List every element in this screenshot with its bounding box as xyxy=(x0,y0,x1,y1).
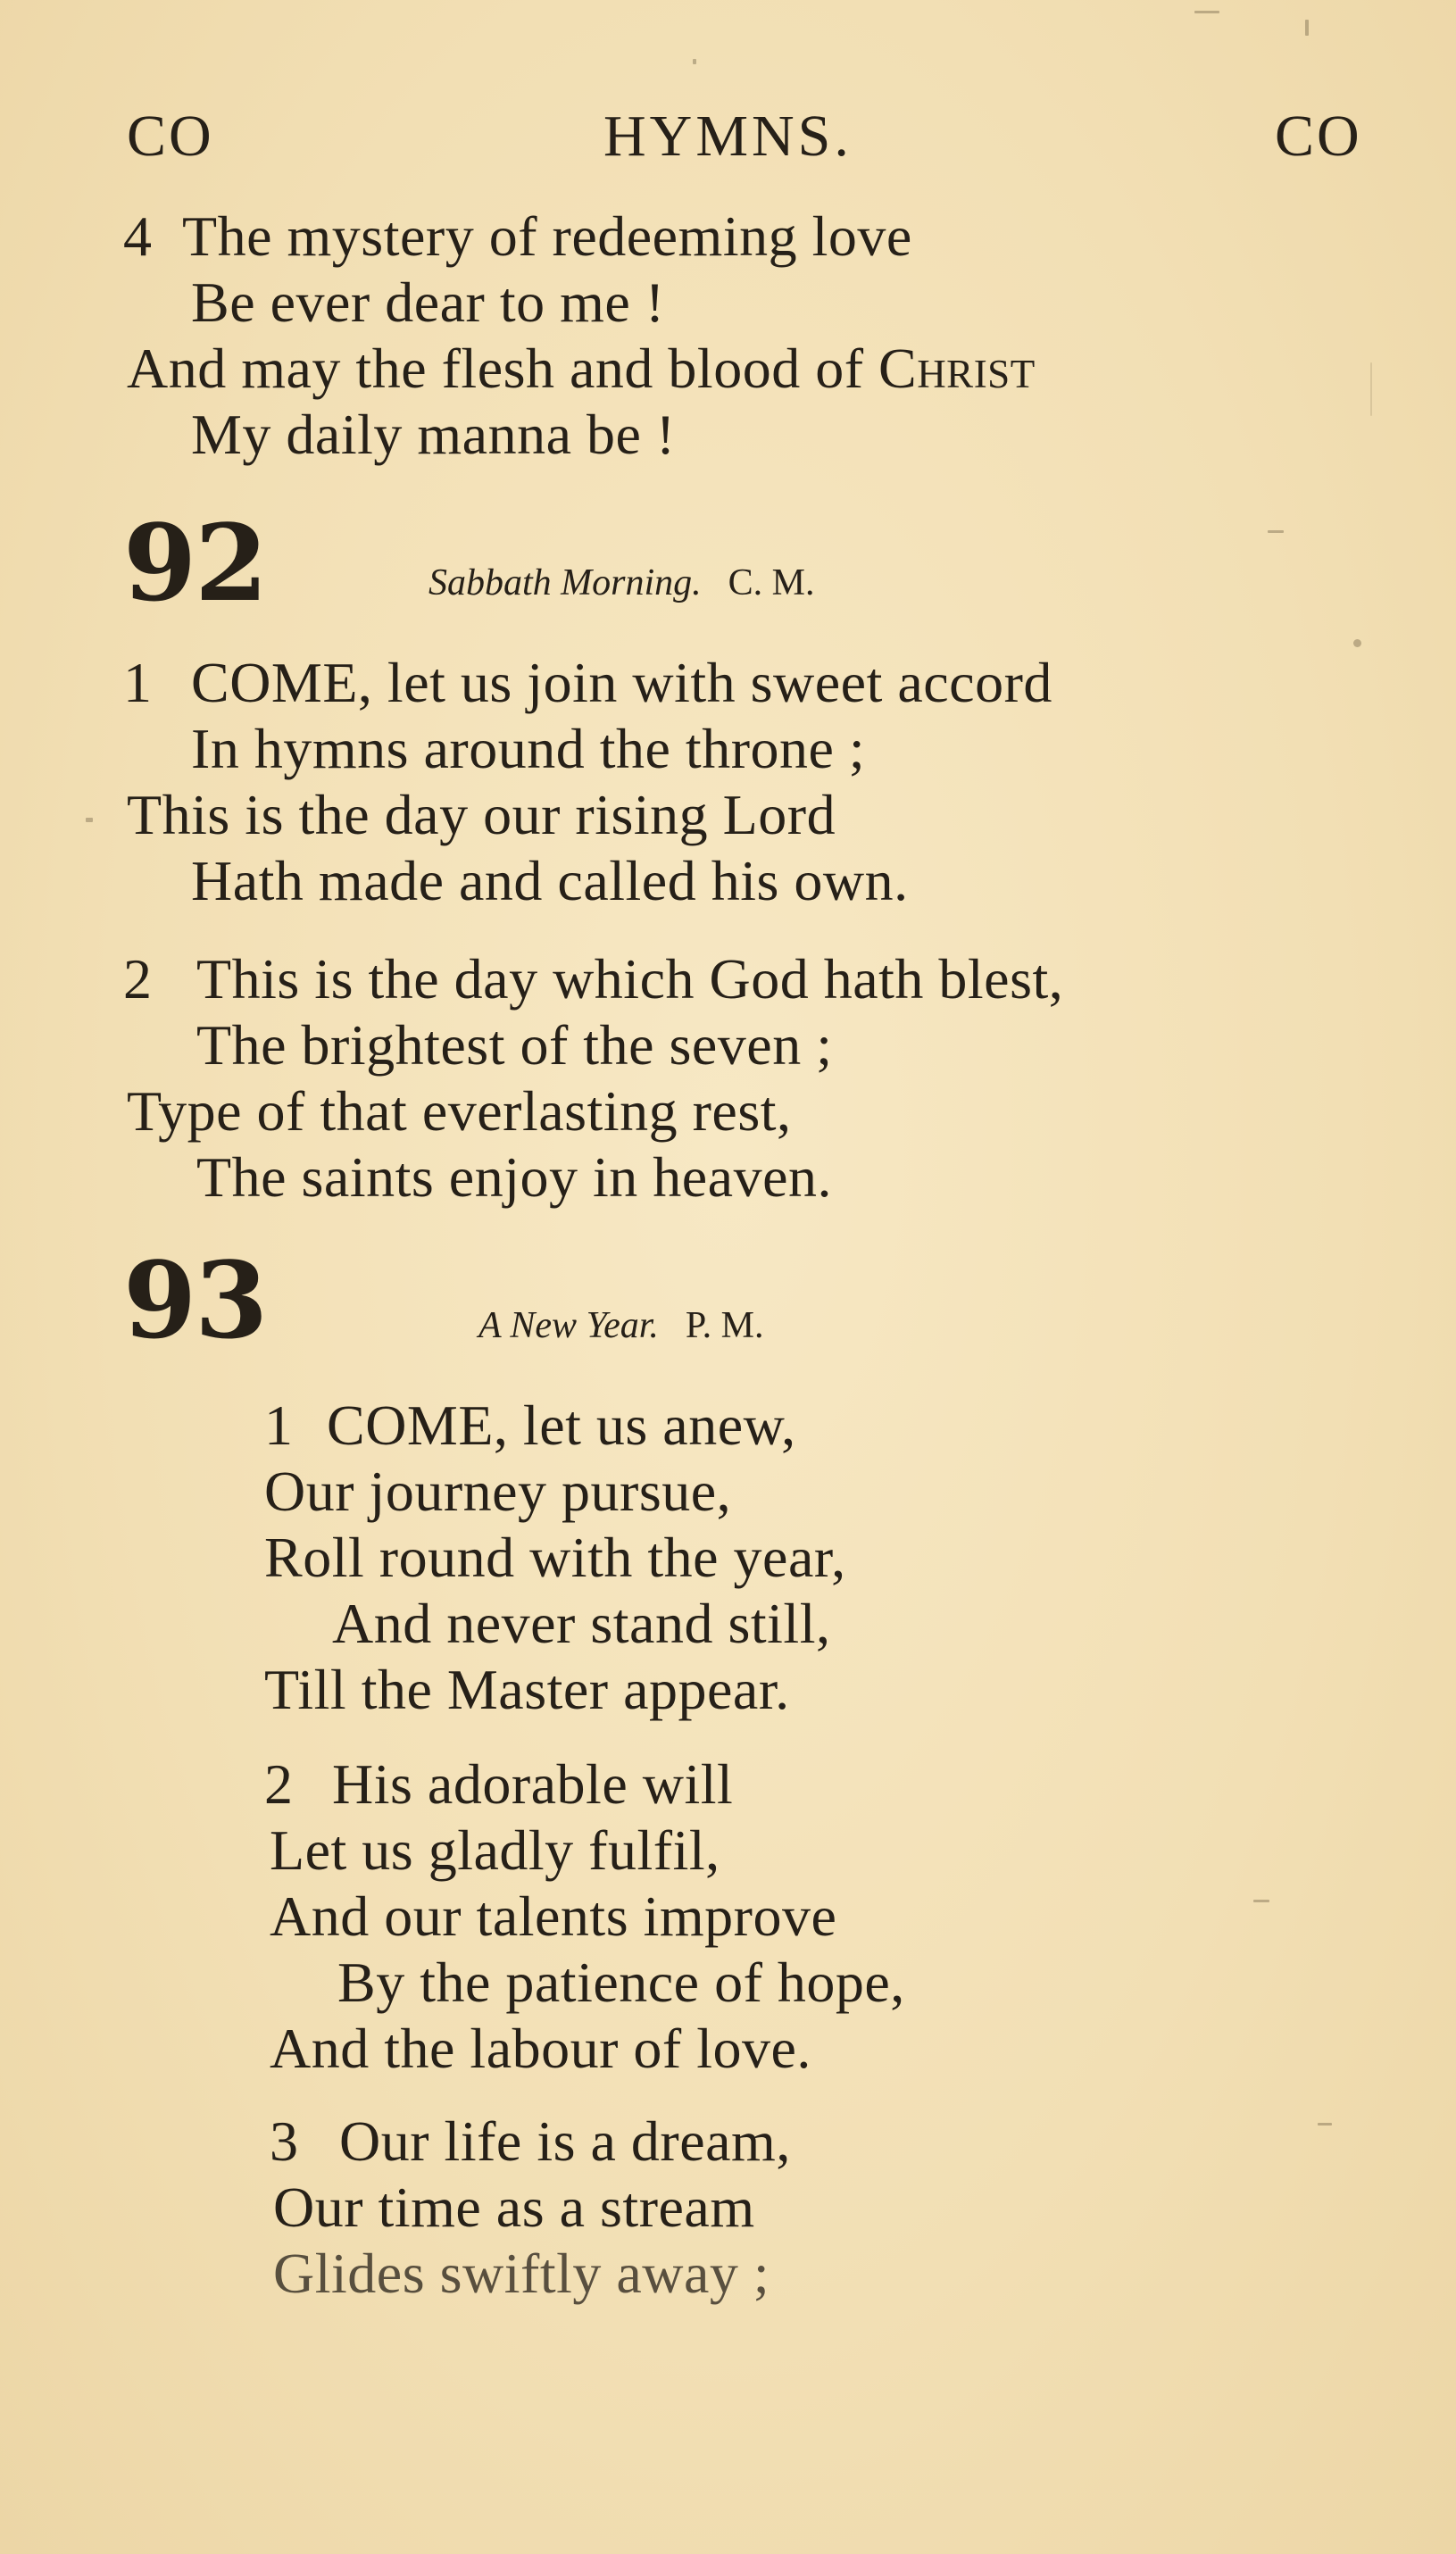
paper-speck xyxy=(693,59,696,64)
paper-speck xyxy=(1268,530,1284,533)
verse-line: And our talents improve xyxy=(270,1884,837,1948)
verse-line: My daily manna be ! xyxy=(191,403,676,466)
stanza-number: 1 xyxy=(123,651,153,714)
small-caps-word: Christ xyxy=(878,337,1036,400)
verse-line: Our life is a dream, xyxy=(339,2109,791,2173)
verse-line: The mystery of redeeming love xyxy=(182,204,912,268)
hymn-title xyxy=(478,1303,763,1348)
verse-line: Glides swiftly away ; xyxy=(273,2242,770,2305)
hymn-number: 93 xyxy=(123,1238,267,1362)
verse-line: COME, let us join with sweet accord xyxy=(191,651,1052,714)
paper-speck xyxy=(1194,11,1219,13)
verse-line: Hath made and called his own. xyxy=(191,849,909,912)
hymn-meter: P. M. xyxy=(685,1305,764,1346)
verse-line: Our journey pursue, xyxy=(264,1460,732,1523)
stanza-number: 2 xyxy=(123,947,153,1011)
paper-speck xyxy=(1305,20,1309,36)
verse-line: His adorable will xyxy=(332,1752,734,1816)
verse-line: Roll round with the year, xyxy=(264,1526,846,1589)
verse-line: This is the day our rising Lord xyxy=(127,783,836,846)
stanza-number: 3 xyxy=(270,2109,299,2173)
header-guide-word-right: CO xyxy=(1275,104,1362,169)
paper-speck xyxy=(1370,362,1372,416)
header-title: HYMNS. xyxy=(603,104,853,169)
hymn-number: 92 xyxy=(123,501,267,625)
paper-speck xyxy=(86,818,93,822)
stanza-number: 1 xyxy=(264,1393,294,1457)
verse-line: And the labour of love. xyxy=(270,2017,811,2080)
verse-line-text: And may the flesh and blood of xyxy=(127,337,878,400)
verse-line: Type of that everlasting rest, xyxy=(127,1079,792,1143)
paper-speck xyxy=(1253,1900,1269,1902)
verse-line: Let us gladly fulfil, xyxy=(270,1818,720,1882)
paper-speck xyxy=(1318,2123,1332,2126)
hymn-title xyxy=(428,561,815,605)
verse-line: By the patience of hope, xyxy=(337,1951,905,2014)
paper-speck xyxy=(1353,639,1361,647)
hymn-meter: C. M. xyxy=(728,562,815,603)
verse-line: And never stand still, xyxy=(332,1592,831,1655)
hymn-title-text: A New Year. xyxy=(478,1305,659,1346)
verse-line: COME, let us anew, xyxy=(327,1393,796,1457)
hymn-title-text: Sabbath Morning. xyxy=(428,562,702,603)
stanza-number: 2 xyxy=(264,1752,294,1816)
stanza-number: 4 xyxy=(123,204,153,268)
verse-line: Till the Master appear. xyxy=(264,1658,790,1721)
verse-line: The saints enjoy in heaven. xyxy=(196,1145,832,1209)
verse-line: In hymns around the throne ; xyxy=(191,717,866,780)
verse-line xyxy=(127,336,1036,402)
verse-line: This is the day which God hath blest, xyxy=(196,947,1064,1011)
verse-line: Be ever dear to me ! xyxy=(191,270,665,334)
verse-line: The brightest of the seven ; xyxy=(196,1013,833,1077)
header-guide-word-left: CO xyxy=(127,104,214,169)
verse-line: Our time as a stream xyxy=(273,2175,755,2239)
